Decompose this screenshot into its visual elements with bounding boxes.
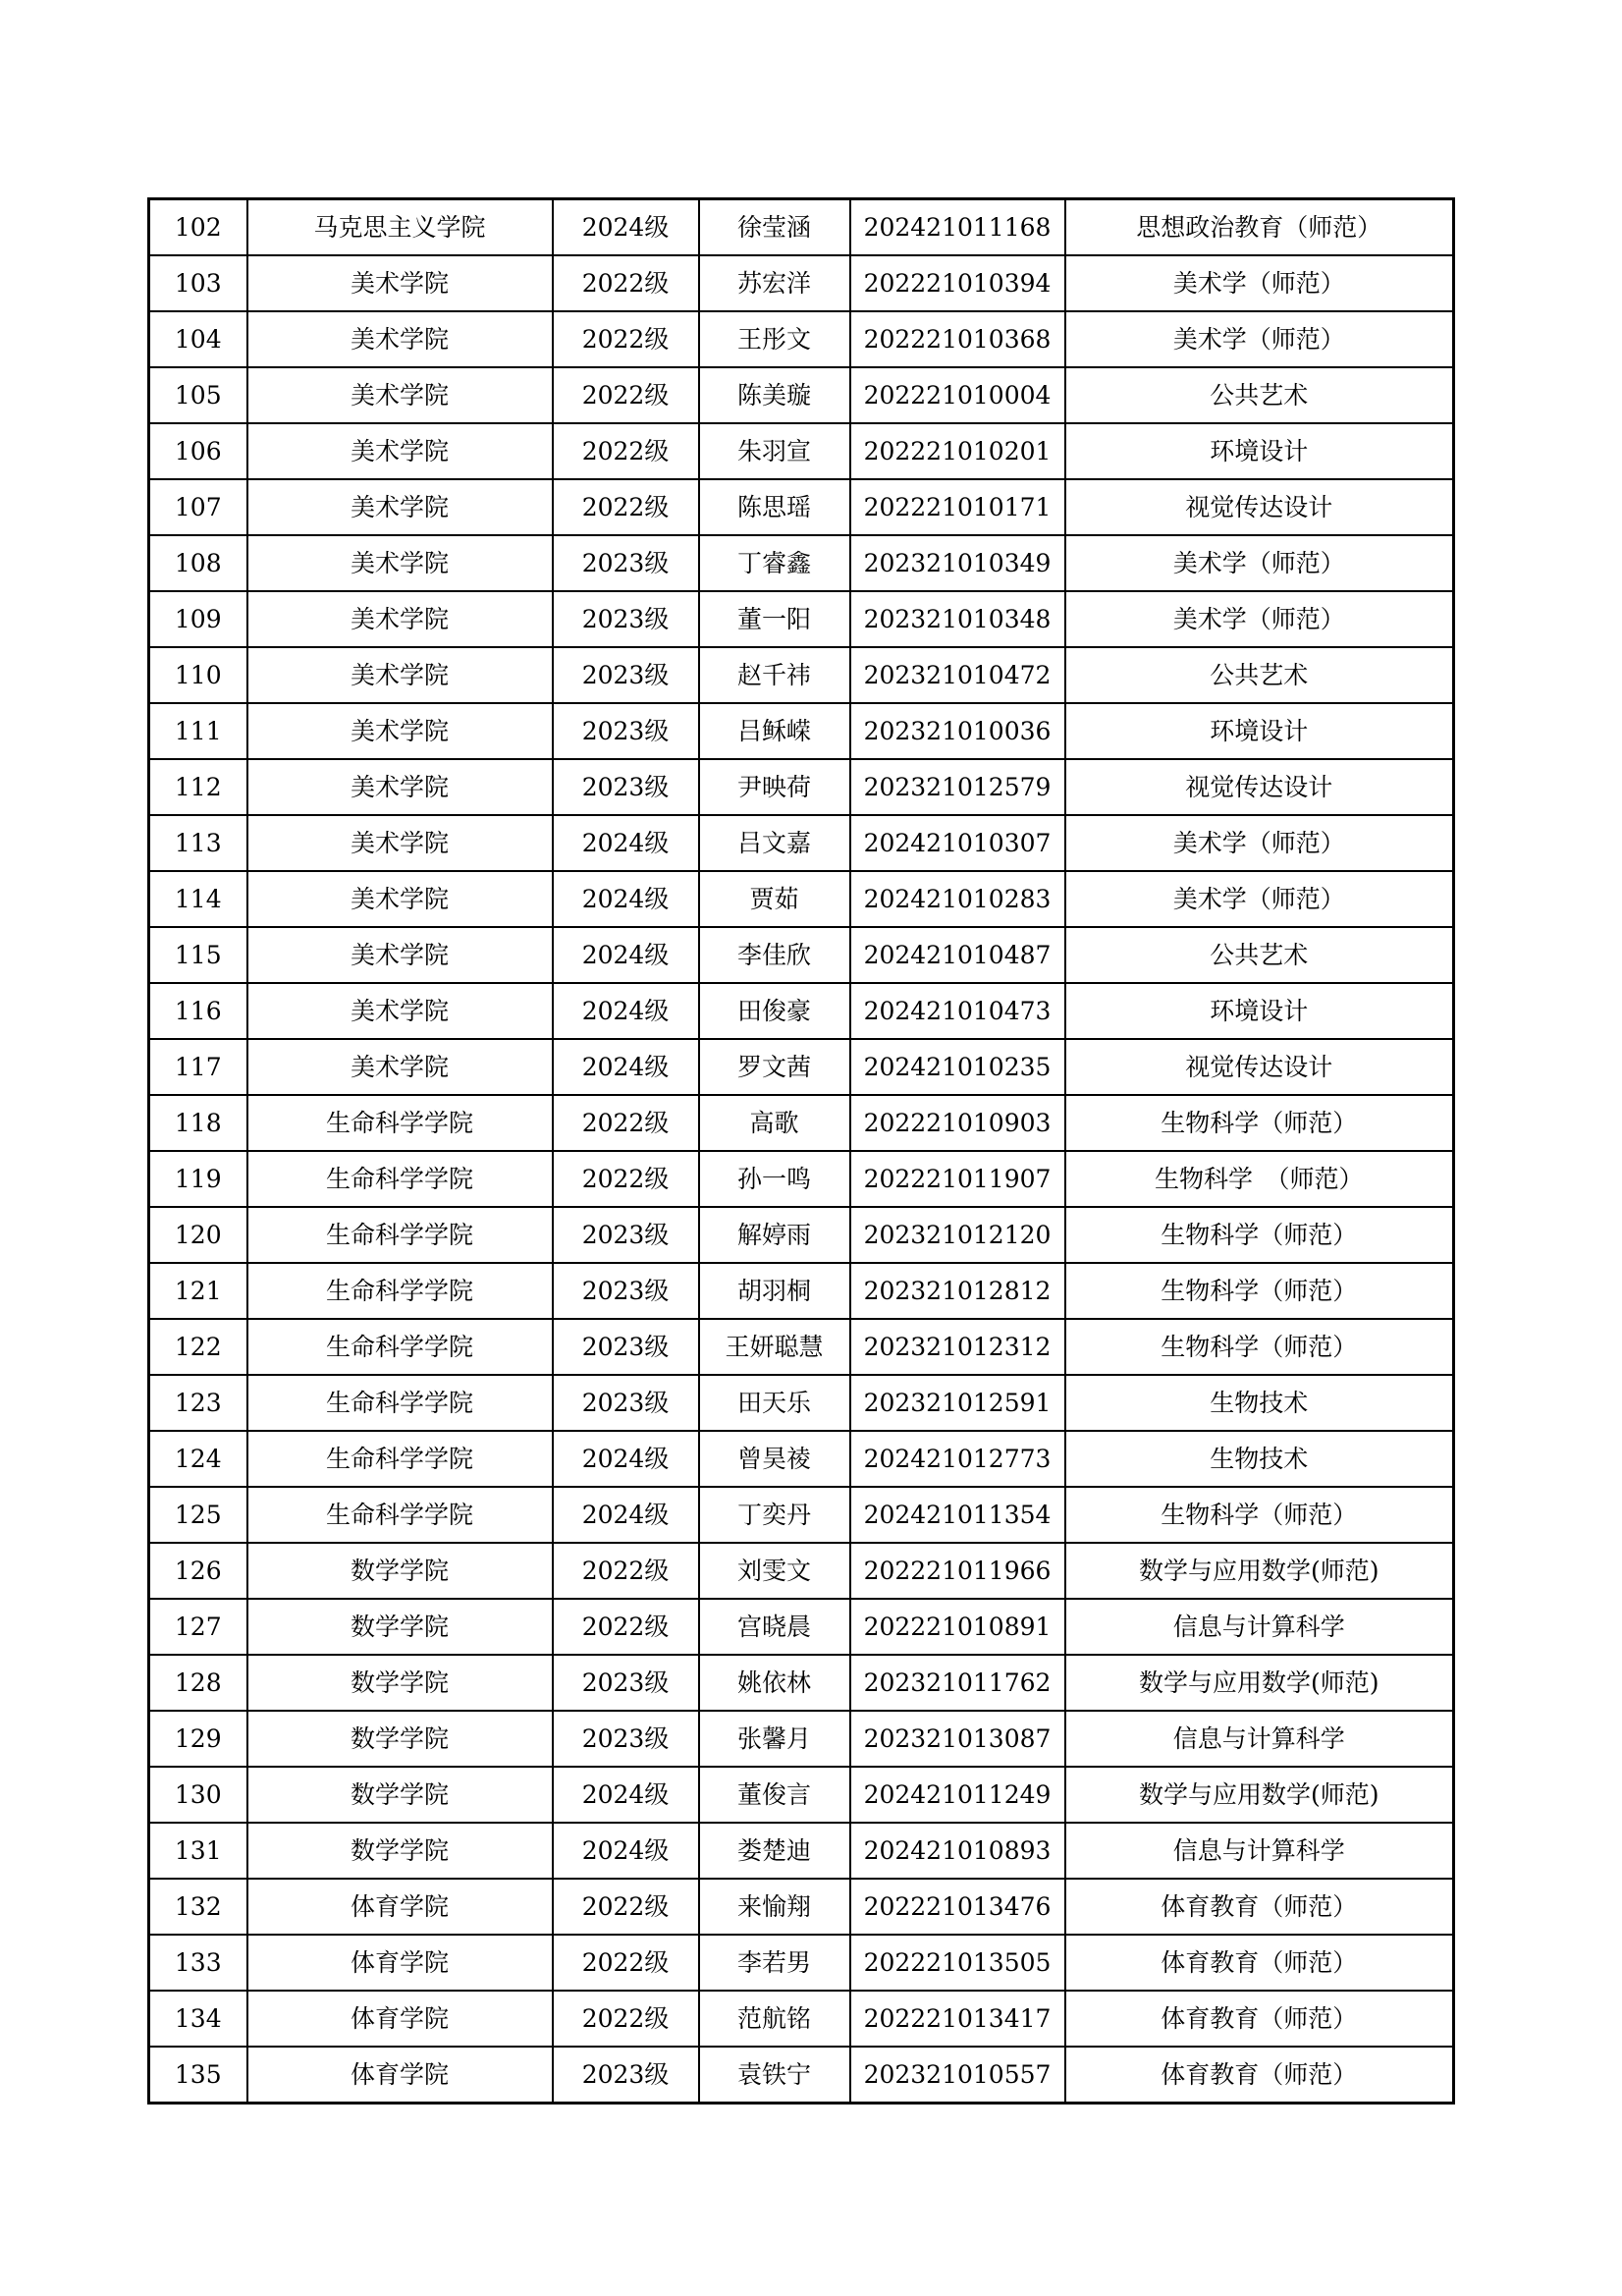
row-number-cell: 115 [149,927,247,983]
table-row [149,1935,1454,1991]
table-row [149,1431,1454,1487]
college-cell: 数学学院 [247,1711,553,1767]
major-cell: 生物技术 [1065,1375,1454,1431]
grade-cell: 2024级 [553,1039,699,1095]
grade-cell: 2023级 [553,1263,699,1319]
row-number-cell: 122 [149,1319,247,1375]
table-row [149,1767,1454,1823]
student-name-cell: 宫晓晨 [699,1599,850,1655]
student-id-cell: 202221010201 [850,423,1065,479]
grade-cell: 2024级 [553,1823,699,1879]
college-cell: 数学学院 [247,1823,553,1879]
student-id-cell: 202421010307 [850,815,1065,871]
student-name-cell: 董一阳 [699,591,850,647]
major-cell: 美术学（师范） [1065,871,1454,927]
student-name-cell: 李若男 [699,1935,850,1991]
college-cell: 体育学院 [247,1991,553,2047]
table-row [149,1879,1454,1935]
student-name-cell: 王妍聪慧 [699,1319,850,1375]
row-number-cell: 131 [149,1823,247,1879]
student-id-cell: 202321010472 [850,647,1065,703]
row-number-cell: 129 [149,1711,247,1767]
major-cell: 公共艺术 [1065,647,1454,703]
grade-cell: 2023级 [553,647,699,703]
row-number-cell: 110 [149,647,247,703]
grade-cell: 2024级 [553,1431,699,1487]
major-cell: 生物科学（师范） [1065,1095,1454,1151]
student-name-cell: 贾茹 [699,871,850,927]
grade-cell: 2023级 [553,1207,699,1263]
college-cell: 美术学院 [247,759,553,815]
college-cell: 生命科学学院 [247,1263,553,1319]
student-name-cell: 姚依林 [699,1655,850,1711]
student-name-cell: 张馨月 [699,1711,850,1767]
student-id-cell: 202221010891 [850,1599,1065,1655]
row-number-cell: 103 [149,255,247,311]
row-number-cell: 102 [149,199,247,256]
table-row [149,1711,1454,1767]
student-name-cell: 丁睿鑫 [699,535,850,591]
student-name-cell: 吕稣嵘 [699,703,850,759]
college-cell: 体育学院 [247,2047,553,2104]
student-id-cell: 202321010557 [850,2047,1065,2104]
grade-cell: 2022级 [553,255,699,311]
major-cell: 信息与计算科学 [1065,1599,1454,1655]
major-cell: 生物科学 （师范） [1065,1151,1454,1207]
grade-cell: 2022级 [553,367,699,423]
student-id-cell: 202321012812 [850,1263,1065,1319]
major-cell: 数学与应用数学(师范) [1065,1543,1454,1599]
college-cell: 美术学院 [247,255,553,311]
student-id-cell: 202421011354 [850,1487,1065,1543]
major-cell: 美术学（师范） [1065,255,1454,311]
student-name-cell: 赵千祎 [699,647,850,703]
grade-cell: 2023级 [553,2047,699,2104]
major-cell: 视觉传达设计 [1065,1039,1454,1095]
student-name-cell: 刘雯文 [699,1543,850,1599]
college-cell: 美术学院 [247,535,553,591]
table-row [149,1095,1454,1151]
student-id-cell: 202221010394 [850,255,1065,311]
student-name-cell: 解婷雨 [699,1207,850,1263]
row-number-cell: 124 [149,1431,247,1487]
college-cell: 美术学院 [247,479,553,535]
college-cell: 生命科学学院 [247,1319,553,1375]
college-cell: 美术学院 [247,423,553,479]
table-row [149,311,1454,367]
student-id-cell: 202321012312 [850,1319,1065,1375]
major-cell: 体育教育（师范） [1065,1935,1454,1991]
student-name-cell: 陈美璇 [699,367,850,423]
grade-cell: 2022级 [553,1991,699,2047]
student-id-cell: 202421010283 [850,871,1065,927]
major-cell: 数学与应用数学(师范) [1065,1767,1454,1823]
row-number-cell: 108 [149,535,247,591]
table-row [149,1375,1454,1431]
row-number-cell: 120 [149,1207,247,1263]
table-row [149,1543,1454,1599]
row-number-cell: 113 [149,815,247,871]
row-number-cell: 130 [149,1767,247,1823]
grade-cell: 2023级 [553,1655,699,1711]
major-cell: 生物科学（师范） [1065,1207,1454,1263]
student-name-cell: 董俊言 [699,1767,850,1823]
table-row [149,1207,1454,1263]
student-id-cell: 202421010473 [850,983,1065,1039]
college-cell: 美术学院 [247,871,553,927]
major-cell: 生物技术 [1065,1431,1454,1487]
major-cell: 环境设计 [1065,423,1454,479]
student-name-cell: 袁铁宁 [699,2047,850,2104]
grade-cell: 2024级 [553,1487,699,1543]
student-id-cell: 202421010487 [850,927,1065,983]
row-number-cell: 104 [149,311,247,367]
student-id-cell: 202321010348 [850,591,1065,647]
row-number-cell: 105 [149,367,247,423]
student-name-cell: 苏宏洋 [699,255,850,311]
row-number-cell: 112 [149,759,247,815]
student-id-cell: 202421012773 [850,1431,1065,1487]
major-cell: 体育教育（师范） [1065,2047,1454,2104]
major-cell: 公共艺术 [1065,367,1454,423]
major-cell: 生物科学（师范） [1065,1263,1454,1319]
student-name-cell: 陈思瑶 [699,479,850,535]
student-id-cell: 202321011762 [850,1655,1065,1711]
grade-cell: 2023级 [553,1711,699,1767]
grade-cell: 2022级 [553,1095,699,1151]
college-cell: 生命科学学院 [247,1487,553,1543]
college-cell: 生命科学学院 [247,1431,553,1487]
table-row [149,423,1454,479]
table-row [149,1263,1454,1319]
grade-cell: 2024级 [553,199,699,256]
student-roster-table [147,197,1455,2105]
major-cell: 公共艺术 [1065,927,1454,983]
major-cell: 数学与应用数学(师范) [1065,1655,1454,1711]
table-row [149,1655,1454,1711]
student-id-cell: 202321012120 [850,1207,1065,1263]
grade-cell: 2023级 [553,1375,699,1431]
college-cell: 体育学院 [247,1935,553,1991]
grade-cell: 2024级 [553,815,699,871]
student-id-cell: 202321012579 [850,759,1065,815]
student-id-cell: 202221010171 [850,479,1065,535]
table-row [149,1991,1454,2047]
grade-cell: 2022级 [553,423,699,479]
table-row [149,591,1454,647]
row-number-cell: 116 [149,983,247,1039]
college-cell: 生命科学学院 [247,1095,553,1151]
grade-cell: 2024级 [553,871,699,927]
row-number-cell: 118 [149,1095,247,1151]
table-row [149,2047,1454,2104]
row-number-cell: 117 [149,1039,247,1095]
row-number-cell: 128 [149,1655,247,1711]
table-row [149,1599,1454,1655]
student-name-cell: 徐莹涵 [699,199,850,256]
student-name-cell: 曾昊祾 [699,1431,850,1487]
major-cell: 生物科学（师范） [1065,1319,1454,1375]
college-cell: 数学学院 [247,1767,553,1823]
college-cell: 马克思主义学院 [247,199,553,256]
table-row [149,367,1454,423]
student-name-cell: 田天乐 [699,1375,850,1431]
student-id-cell: 202221010004 [850,367,1065,423]
major-cell: 生物科学（师范） [1065,1487,1454,1543]
grade-cell: 2022级 [553,1935,699,1991]
student-id-cell: 202221013417 [850,1991,1065,2047]
college-cell: 生命科学学院 [247,1151,553,1207]
roster-table-body [149,199,1454,2104]
student-id-cell: 202221010903 [850,1095,1065,1151]
student-name-cell: 吕文嘉 [699,815,850,871]
table-row [149,255,1454,311]
major-cell: 体育教育（师范） [1065,1991,1454,2047]
student-name-cell: 胡羽桐 [699,1263,850,1319]
row-number-cell: 106 [149,423,247,479]
college-cell: 美术学院 [247,927,553,983]
table-row [149,199,1454,256]
student-name-cell: 罗文茜 [699,1039,850,1095]
row-number-cell: 125 [149,1487,247,1543]
student-id-cell: 202321012591 [850,1375,1065,1431]
table-row [149,983,1454,1039]
row-number-cell: 133 [149,1935,247,1991]
college-cell: 美术学院 [247,815,553,871]
row-number-cell: 111 [149,703,247,759]
student-name-cell: 丁奕丹 [699,1487,850,1543]
major-cell: 信息与计算科学 [1065,1711,1454,1767]
major-cell: 视觉传达设计 [1065,479,1454,535]
grade-cell: 2023级 [553,535,699,591]
row-number-cell: 107 [149,479,247,535]
table-row [149,647,1454,703]
table-row [149,703,1454,759]
student-name-cell: 李佳欣 [699,927,850,983]
major-cell: 美术学（师范） [1065,591,1454,647]
student-id-cell: 202321013087 [850,1711,1065,1767]
student-name-cell: 孙一鸣 [699,1151,850,1207]
major-cell: 美术学（师范） [1065,311,1454,367]
table-row [149,535,1454,591]
major-cell: 体育教育（师范） [1065,1879,1454,1935]
major-cell: 美术学（师范） [1065,815,1454,871]
table-row [149,871,1454,927]
college-cell: 美术学院 [247,311,553,367]
grade-cell: 2022级 [553,1543,699,1599]
college-cell: 美术学院 [247,703,553,759]
college-cell: 美术学院 [247,591,553,647]
table-row [149,1151,1454,1207]
grade-cell: 2023级 [553,1319,699,1375]
college-cell: 美术学院 [247,1039,553,1095]
student-name-cell: 娄楚迪 [699,1823,850,1879]
student-id-cell: 202221010368 [850,311,1065,367]
student-name-cell: 王彤文 [699,311,850,367]
grade-cell: 2022级 [553,1879,699,1935]
grade-cell: 2022级 [553,1151,699,1207]
table-row [149,479,1454,535]
row-number-cell: 135 [149,2047,247,2104]
student-id-cell: 202421011168 [850,199,1065,256]
major-cell: 环境设计 [1065,703,1454,759]
grade-cell: 2024级 [553,983,699,1039]
grade-cell: 2023级 [553,703,699,759]
student-id-cell: 202321010036 [850,703,1065,759]
row-number-cell: 127 [149,1599,247,1655]
table-row [149,1039,1454,1095]
table-row [149,815,1454,871]
grade-cell: 2024级 [553,927,699,983]
student-id-cell: 202321010349 [850,535,1065,591]
grade-cell: 2023级 [553,591,699,647]
table-row [149,759,1454,815]
college-cell: 数学学院 [247,1655,553,1711]
table-row [149,1487,1454,1543]
major-cell: 视觉传达设计 [1065,759,1454,815]
college-cell: 生命科学学院 [247,1375,553,1431]
student-id-cell: 202221011907 [850,1151,1065,1207]
row-number-cell: 109 [149,591,247,647]
row-number-cell: 119 [149,1151,247,1207]
college-cell: 数学学院 [247,1599,553,1655]
row-number-cell: 123 [149,1375,247,1431]
major-cell: 信息与计算科学 [1065,1823,1454,1879]
major-cell: 环境设计 [1065,983,1454,1039]
row-number-cell: 132 [149,1879,247,1935]
college-cell: 美术学院 [247,367,553,423]
table-row [149,1823,1454,1879]
row-number-cell: 126 [149,1543,247,1599]
row-number-cell: 121 [149,1263,247,1319]
table-row [149,927,1454,983]
student-name-cell: 来愉翔 [699,1879,850,1935]
college-cell: 体育学院 [247,1879,553,1935]
grade-cell: 2022级 [553,479,699,535]
college-cell: 美术学院 [247,983,553,1039]
major-cell: 美术学（师范） [1065,535,1454,591]
student-name-cell: 田俊豪 [699,983,850,1039]
student-id-cell: 202421010893 [850,1823,1065,1879]
student-name-cell: 范航铭 [699,1991,850,2047]
student-id-cell: 202221013505 [850,1935,1065,1991]
student-id-cell: 202421010235 [850,1039,1065,1095]
grade-cell: 2022级 [553,1599,699,1655]
student-id-cell: 202221011966 [850,1543,1065,1599]
table-row [149,1319,1454,1375]
college-cell: 美术学院 [247,647,553,703]
grade-cell: 2023级 [553,759,699,815]
student-id-cell: 202421011249 [850,1767,1065,1823]
grade-cell: 2024级 [553,1767,699,1823]
student-id-cell: 202221013476 [850,1879,1065,1935]
student-name-cell: 尹映荷 [699,759,850,815]
grade-cell: 2022级 [553,311,699,367]
major-cell: 思想政治教育（师范） [1065,199,1454,256]
row-number-cell: 134 [149,1991,247,2047]
student-name-cell: 高歌 [699,1095,850,1151]
college-cell: 生命科学学院 [247,1207,553,1263]
row-number-cell: 114 [149,871,247,927]
college-cell: 数学学院 [247,1543,553,1599]
student-name-cell: 朱羽宣 [699,423,850,479]
